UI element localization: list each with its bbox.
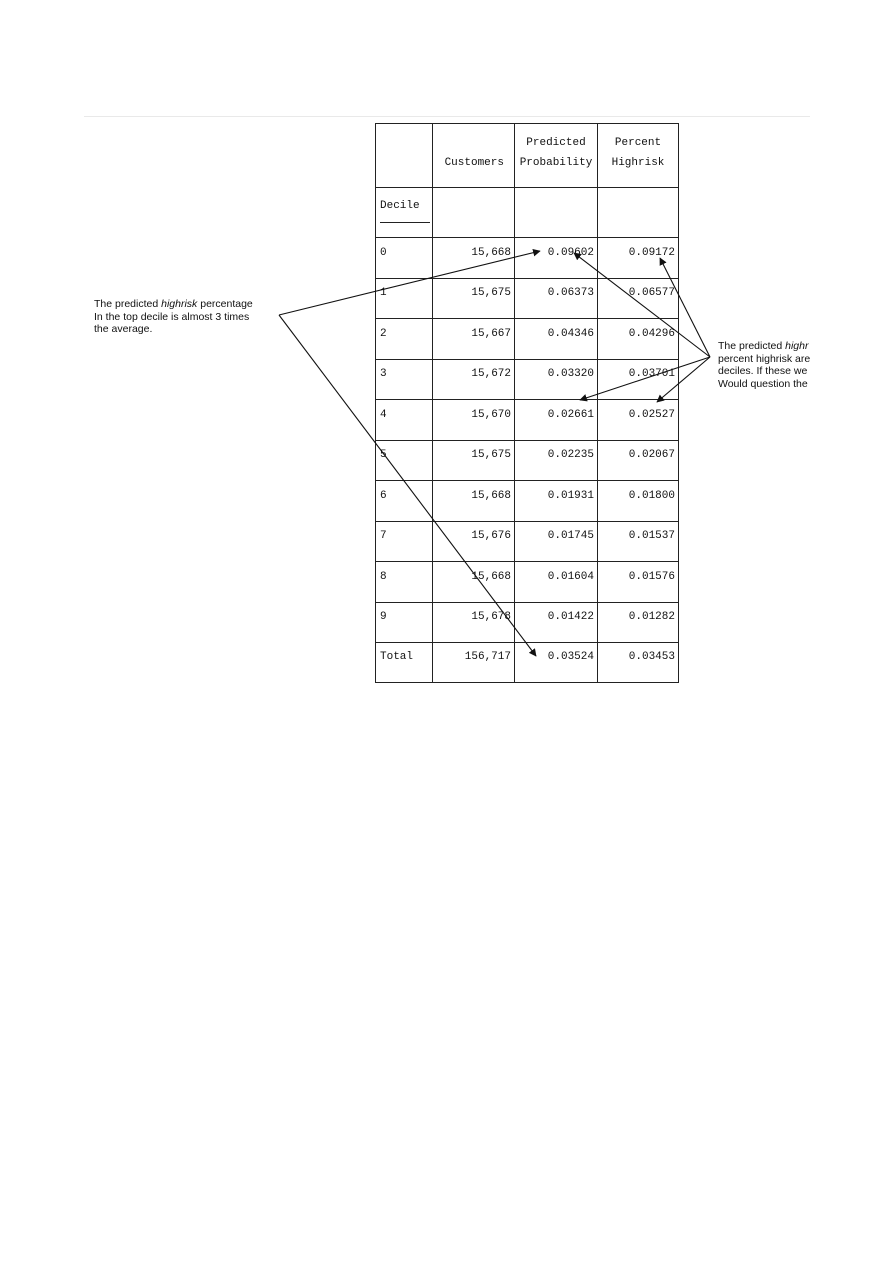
total-label: Total (375, 643, 432, 682)
table-row (375, 521, 679, 562)
table-total-row (375, 642, 679, 683)
row-percent: 0.03701 (597, 360, 679, 400)
row-decile: 5 (375, 441, 432, 481)
row-predicted: 0.02235 (514, 441, 597, 481)
table-row (375, 237, 679, 278)
row-percent: 0.01800 (597, 481, 679, 521)
table-row (375, 278, 679, 319)
row-decile: 7 (375, 522, 432, 562)
table-row (375, 602, 679, 643)
row-predicted: 0.04346 (514, 319, 597, 359)
left-annotation: The predicted highrisk percentage In the top decile is almost 3 times the average. (94, 298, 253, 335)
row-customers: 15,675 (432, 441, 514, 481)
row-predicted: 0.02661 (514, 400, 597, 440)
row-customers: 15,675 (432, 279, 514, 319)
total-percent: 0.03453 (597, 643, 679, 682)
row-percent: 0.04296 (597, 319, 679, 359)
row-percent: 0.09172 (597, 238, 679, 278)
row-predicted: 0.09602 (514, 238, 597, 278)
row-decile: 8 (375, 562, 432, 602)
row-decile: 3 (375, 360, 432, 400)
row-customers: 15,676 (432, 522, 514, 562)
row-percent: 0.02527 (597, 400, 679, 440)
row-predicted: 0.01422 (514, 603, 597, 643)
row-predicted: 0.01745 (514, 522, 597, 562)
row-decile: 6 (375, 481, 432, 521)
header-decile (375, 124, 432, 187)
row-percent: 0.01537 (597, 522, 679, 562)
table-header-row (375, 123, 679, 187)
total-customers: 156,717 (432, 643, 514, 682)
total-predicted: 0.03524 (514, 643, 597, 682)
row-decile: 0 (375, 238, 432, 278)
row-customers: 15,678 (432, 603, 514, 643)
row-predicted: 0.01931 (514, 481, 597, 521)
header-customers: Customers (432, 124, 514, 187)
row-predicted: 0.03320 (514, 360, 597, 400)
header-percent-highrisk: Percent Highrisk (597, 124, 679, 187)
row-decile: 1 (375, 279, 432, 319)
header-predicted-probability: Predicted Probability (514, 124, 597, 187)
row-decile: 2 (375, 319, 432, 359)
row-customers: 15,668 (432, 481, 514, 521)
row-percent: 0.02067 (597, 441, 679, 481)
row-percent: 0.01576 (597, 562, 679, 602)
decile-label: Decile (375, 188, 432, 237)
row-customers: 15,670 (432, 400, 514, 440)
row-decile: 4 (375, 400, 432, 440)
table-row (375, 480, 679, 521)
table-subheader-row (375, 187, 679, 237)
table-row (375, 399, 679, 440)
row-customers: 15,668 (432, 238, 514, 278)
right-annotation: The predicted highr percent highrisk are deciles. If these we Would question the (718, 340, 810, 390)
table-row (375, 561, 679, 602)
row-predicted: 0.01604 (514, 562, 597, 602)
row-customers: 15,668 (432, 562, 514, 602)
table-row (375, 318, 679, 359)
row-percent: 0.01282 (597, 603, 679, 643)
row-customers: 15,667 (432, 319, 514, 359)
row-customers: 15,672 (432, 360, 514, 400)
row-percent: 0.06577 (597, 279, 679, 319)
row-predicted: 0.06373 (514, 279, 597, 319)
row-decile: 9 (375, 603, 432, 643)
table-row (375, 359, 679, 400)
decile-table (375, 123, 679, 683)
table-row (375, 440, 679, 481)
